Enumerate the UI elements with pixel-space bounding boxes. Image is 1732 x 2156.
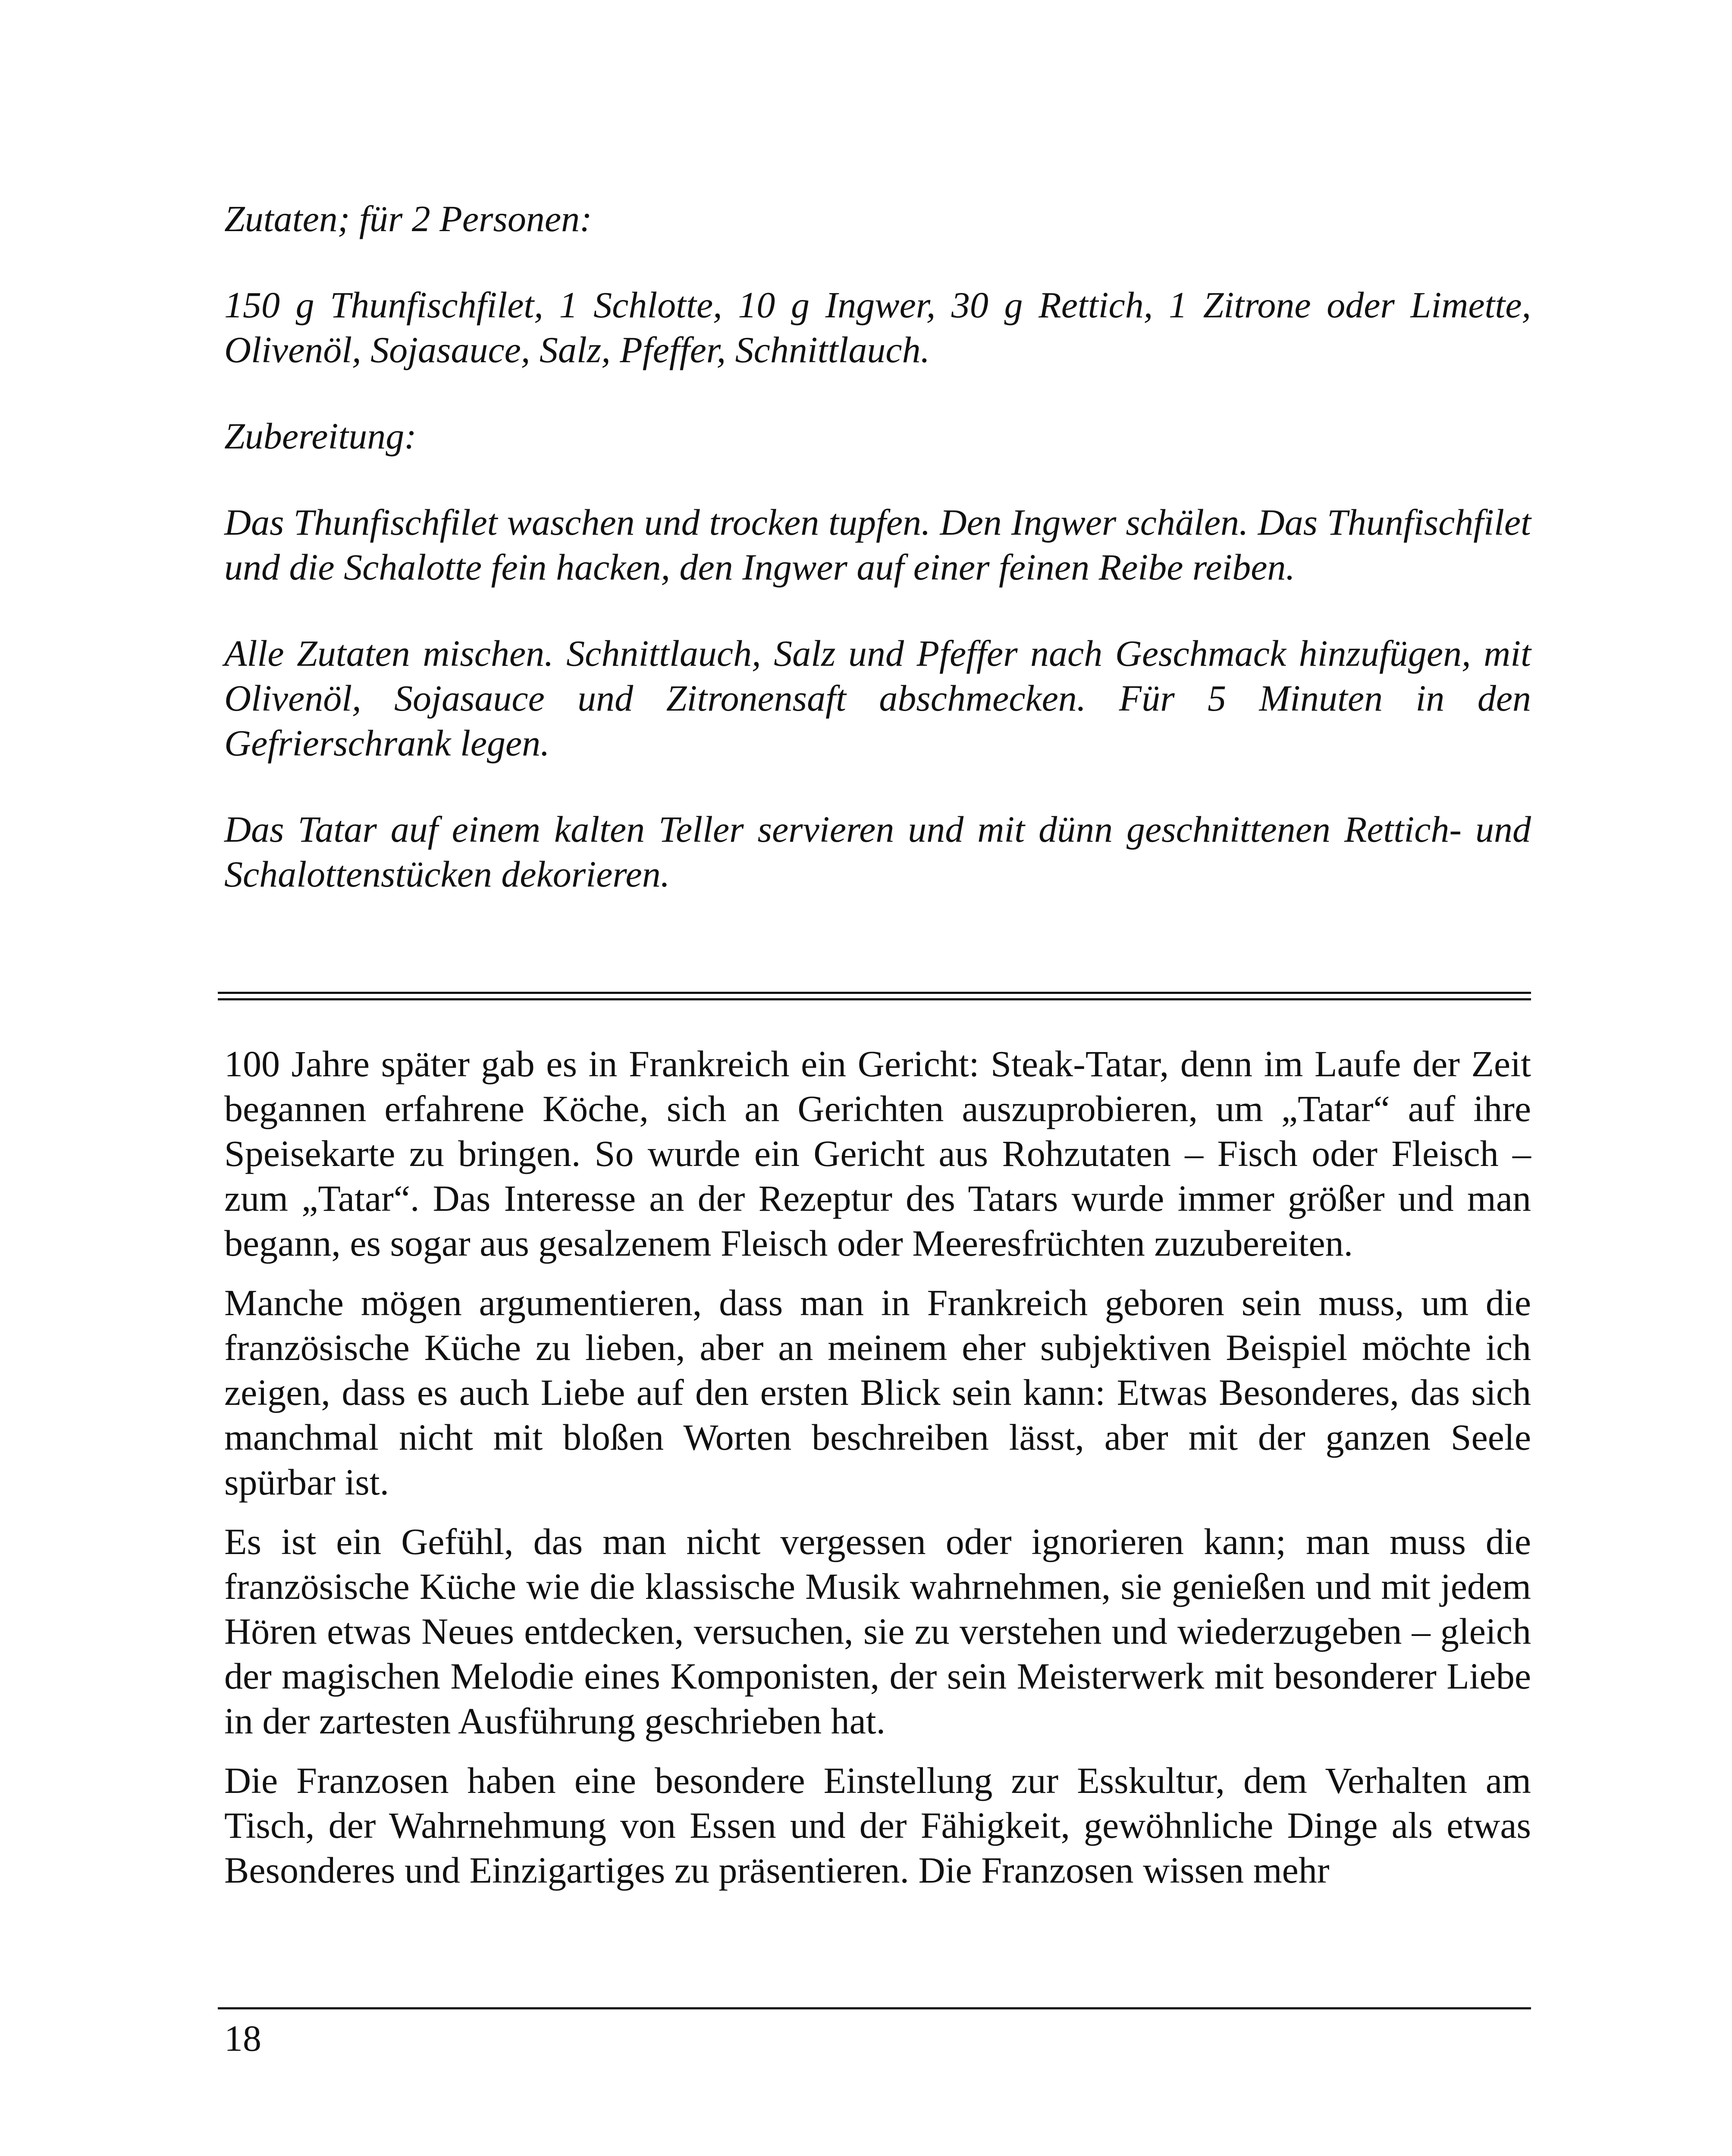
preparation-heading: Zubereitung: (224, 415, 417, 457)
preparation-step: Alle Zutaten mischen. Schnittlauch, Salz und Pfeffer nach Geschmack hinzufügen, mit Olivenöl, Sojasauce und Zitronensaft abschmecken. Für 5 Minuten in den Gefrierschrank legen. (224, 633, 1531, 764)
body-text (224, 1041, 1531, 1907)
preparation-step: Das Thunfischfilet waschen und trocken tupfen. Den Ingwer schälen. Das Thunfischfilet und die Schalotte fein hacken, den Ingwer auf einer feinen Reibe reiben. (224, 501, 1531, 588)
page-number: 18 (224, 2018, 261, 2059)
body-paragraph: 100 Jahre später gab es in Frankreich ein Gericht: Steak-Tatar, denn im Laufe der Zeit begannen erfahrene Köche, sich an Gerichten auszuprobieren, um „Tatar“ auf ihre Speisekarte zu bringen. So wurde ein Gericht aus Rohzutaten – Fisch oder Fleisch – zum „Tatar“. Das Interesse an der Rezeptur des Tatars wurde immer größer und man begann, es sogar aus gesalzenem Fleisch oder Meeresfrüchten zuzubereiten. (224, 1043, 1531, 1264)
body-paragraph: Es ist ein Gefühl, das man nicht vergessen oder ignorieren kann; man muss die französische Küche wie die klassische Musik wahrnehmen, sie genießen und mit jedem Hören etwas Neues entdecken, versuchen, sie zu verstehen und wiederzugeben – gleich der magischen Melodie eines Komponisten, der sein Meisterwerk mit besonderer Liebe in der zartesten Ausführung geschrieben hat. (224, 1521, 1531, 1742)
recipe-section (224, 196, 1531, 938)
ingredients-heading: Zutaten; für 2 Personen: (224, 198, 592, 239)
body-paragraph: Manche mögen argumentieren, dass man in Frankreich geboren sein muss, um die französische Küche zu lieben, aber an meinem eher subjektiven Beispiel möchte ich zeigen, dass es auch Liebe auf den ersten Blick sein kann: Etwas Besonderes, das sich manchmal nicht mit bloßen Worten beschreiben lässt, aber mit der ganzen Seele spürbar ist. (224, 1282, 1531, 1503)
body-paragraph: Die Franzosen haben eine besondere Einstellung zur Esskultur, dem Verhalten am Tisch, der Wahrnehmung von Essen und der Fähigkeit, gewöhnliche Dinge als etwas Besonderes und Einzigartiges zu präsentieren. Die Franzosen wissen mehr (224, 1760, 1531, 1891)
footer-divider (218, 2007, 1531, 2009)
preparation-step: Das Tatar auf einem kalten Teller servieren und mit dünn geschnittenen Rettich- und Schalottenstücken dekorieren. (224, 808, 1531, 895)
ingredients-list: 150 g Thunfischfilet, 1 Schlotte, 10 g Ingwer, 30 g Rettich, 1 Zitrone oder Limette, Olivenöl, Sojasauce, Salz, Pfeffer, Schnittlauch. (224, 284, 1531, 370)
section-divider (218, 992, 1531, 1000)
